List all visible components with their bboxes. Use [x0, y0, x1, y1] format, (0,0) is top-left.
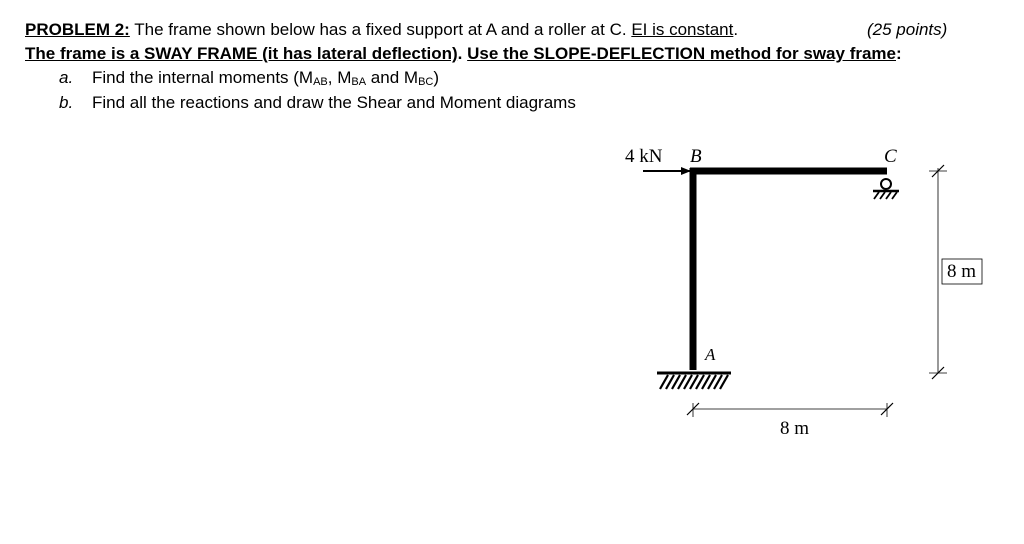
joint-label-b: B: [690, 146, 702, 167]
fixed-support-icon: [657, 373, 731, 389]
task-text-suffix: ): [433, 68, 440, 87]
points-label: (25 points): [867, 20, 948, 39]
joint-label-a: A: [705, 345, 716, 364]
task-marker: a.: [59, 68, 74, 87]
horizontal-dimension: [687, 403, 893, 417]
sway-period: .: [457, 44, 463, 63]
roller-support-icon: [873, 179, 899, 199]
problem-heading: PROBLEM 2:: [25, 20, 130, 39]
method-text: Use the SLOPE-DEFLECTION method for sway frame: [467, 44, 896, 63]
problem-intro: The frame shown below has a fixed support at A and a roller at C.: [129, 20, 632, 39]
subscript-ba: BA: [351, 76, 367, 88]
dimension-label-vertical: 8 m: [947, 261, 977, 282]
method-colon: :: [896, 44, 902, 63]
sway-frame-text: The frame is a SWAY FRAME (it has lateral deflection): [25, 44, 458, 63]
joint-label-c: C: [884, 146, 897, 167]
task-text: Find all the reactions and draw the Shear and Moment diagrams: [92, 93, 576, 112]
ei-period: .: [733, 20, 739, 39]
dimension-label-horizontal: 8 m: [780, 418, 810, 439]
task-text-prefix: Find the internal moments (M: [92, 68, 314, 87]
subscript-bc: BC: [418, 76, 434, 88]
subscript-ab: AB: [313, 76, 328, 88]
task-text-sep1: , M: [327, 68, 352, 87]
ei-constant-text: EI is constant: [631, 20, 734, 39]
task-marker: b.: [59, 93, 74, 112]
task-text-sep2: and M: [366, 68, 419, 87]
load-label: 4 kN: [625, 146, 663, 167]
